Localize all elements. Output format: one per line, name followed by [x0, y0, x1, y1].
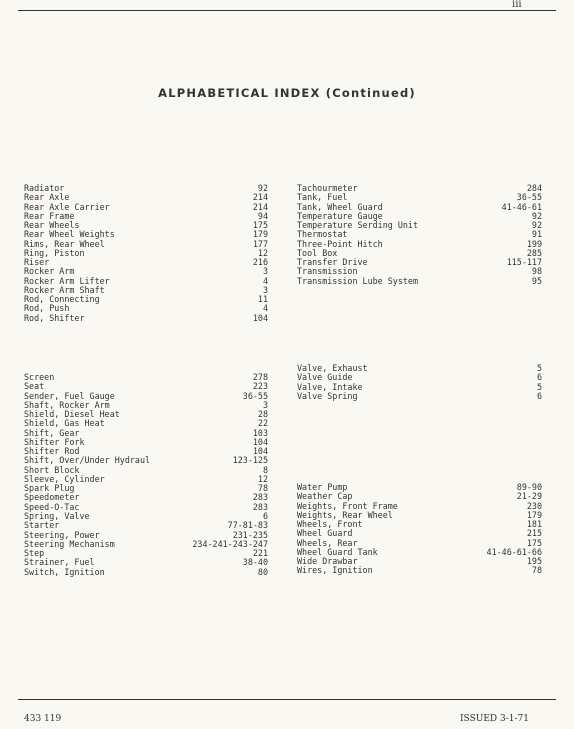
index-term: Wheel Guard [297, 528, 353, 539]
index-page-ref: 4 [262, 275, 268, 286]
index-term: Switch, Ignition [24, 566, 105, 577]
index-entry [24, 314, 268, 323]
index-term: Tachourmeter [297, 183, 358, 193]
index-term: Tank, Wheel Guard [297, 201, 383, 212]
index-page-ref: 98 [531, 266, 542, 277]
index-term: Rear Frame [24, 210, 75, 221]
index-term: Transmission Lube System [297, 275, 419, 286]
index-page-ref: 21-29 [516, 491, 542, 502]
index-page-ref: 92 [531, 220, 542, 231]
index-term: Speedometer [24, 492, 80, 503]
index-page-ref: 214 [252, 192, 268, 203]
index-section-s [24, 373, 268, 577]
index-page-ref: 199 [526, 238, 542, 249]
index-entry [24, 540, 268, 549]
index-term: Spring, Valve [24, 510, 90, 521]
index-term: Speed-O-Tac [24, 501, 80, 512]
index-term: Spark Plug [24, 483, 75, 494]
index-term: Shifter Rod [24, 446, 80, 457]
index-page-ref: 92 [531, 210, 542, 221]
index-page-ref: 175 [252, 220, 268, 231]
index-page-ref: 231-235 [232, 529, 268, 540]
index-page-ref: 94 [257, 210, 268, 221]
index-term: Steering, Power [24, 529, 100, 540]
index-term: Strainer, Fuel [24, 557, 95, 568]
index-term: Weather Cap [297, 491, 353, 502]
index-page-ref: 77-81-83 [227, 520, 268, 531]
index-page-ref: 89-90 [516, 482, 542, 492]
index-page-ref: 177 [252, 238, 268, 249]
index-page-ref: 195 [526, 556, 542, 567]
index-page-ref: 5 [536, 381, 542, 392]
index-term: Sleeve, Cylinder [24, 473, 105, 484]
index-page-ref: 78 [257, 483, 268, 494]
index-term: Shift, Over/Under Hydraul [24, 455, 151, 466]
index-term: Weights, Front Frame [297, 500, 398, 511]
index-term: Rocker Arm Lifter [24, 275, 110, 286]
index-term: Shift, Gear [24, 427, 80, 438]
index-page-ref: 285 [526, 247, 542, 258]
index-page-ref: 234-241-243-247 [192, 538, 268, 549]
index-page-ref: 41-46-61 [501, 201, 542, 212]
index-term: Rear Wheels [24, 220, 80, 231]
index-page-ref: 104 [252, 436, 268, 447]
index-page-ref: 283 [252, 492, 268, 503]
index-term: Rocker Arm [24, 266, 75, 277]
index-term: Transmission [297, 266, 358, 277]
index-page-ref: 284 [526, 183, 542, 193]
index-term: Three-Point Hitch [297, 238, 383, 249]
index-term: Shield, Diesel Heat [24, 409, 120, 420]
issue-date: ISSUED 3-1-71 [460, 714, 529, 724]
index-page-ref: 278 [252, 372, 268, 382]
index-term: Rod, Connecting [24, 294, 100, 305]
index-page-ref: 80 [257, 566, 268, 577]
index-term: Sender, Fuel Gauge [24, 390, 115, 401]
top-rule [18, 10, 556, 11]
index-term: Tool Box [297, 247, 338, 258]
index-term: Transfer Drive [297, 257, 368, 268]
index-term: Shifter Fork [24, 436, 85, 447]
index-page-ref: 6 [536, 372, 542, 383]
index-term: Short Block [24, 464, 80, 475]
index-term: Rod, Push [24, 303, 70, 314]
index-page-ref: 6 [536, 390, 542, 401]
index-term: Valve Spring [297, 390, 358, 401]
index-page-ref: 78 [531, 565, 542, 576]
index-term: Valve Guide [297, 372, 353, 383]
index-term: Temperature Gauge [297, 210, 383, 221]
index-term: Rear Axle Carrier [24, 201, 110, 212]
index-page-ref: 12 [257, 247, 268, 258]
index-page-ref: 12 [257, 473, 268, 484]
index-term: Steering Mechanism [24, 538, 115, 549]
index-page-ref: 230 [526, 500, 542, 511]
index-term: Shield, Gas Heat [24, 418, 105, 429]
page-title: ALPHABETICAL INDEX (Continued) [158, 86, 416, 100]
index-term: Wheels, Rear [297, 537, 358, 548]
index-term: Rocker Arm Shaft [24, 284, 105, 295]
index-term: Weights, Rear Wheel [297, 509, 393, 520]
index-section-v [297, 364, 542, 401]
index-term: Screen [24, 372, 55, 382]
index-entry [24, 373, 268, 382]
index-term: Valve, Intake [297, 381, 363, 392]
index-page-ref: 123-125 [232, 455, 268, 466]
index-page-ref: 216 [252, 257, 268, 268]
index-page-ref: 179 [526, 509, 542, 520]
index-page-ref: 181 [526, 519, 542, 530]
index-term: Starter [24, 520, 60, 531]
index-page-ref: 3 [262, 399, 268, 410]
index-entry [297, 566, 542, 575]
index-term: Wide Drawbar [297, 556, 358, 567]
index-page-ref: 215 [526, 528, 542, 539]
index-page-ref: 175 [526, 537, 542, 548]
index-section-r [24, 184, 268, 323]
index-term: Thermostat [297, 229, 348, 240]
index-page-ref: 22 [257, 418, 268, 429]
index-page-ref: 115-117 [506, 257, 542, 268]
bottom-rule [18, 699, 556, 700]
index-page-ref: 92 [257, 183, 268, 193]
index-section-t [297, 184, 542, 286]
index-term: Riser [24, 257, 50, 268]
index-page-ref: 38-40 [242, 557, 268, 568]
index-term: Rod, Shifter [24, 312, 85, 323]
index-page-ref: 3 [262, 284, 268, 295]
index-page-ref: 95 [531, 275, 542, 286]
page-number: iii [512, 0, 522, 10]
index-page-ref: 4 [262, 303, 268, 314]
index-page-ref: 8 [262, 464, 268, 475]
index-term: Radiator [24, 183, 65, 193]
index-entry [297, 392, 542, 401]
index-term: Shaft, Rocker Arm [24, 399, 110, 410]
index-term: Wires, Ignition [297, 565, 373, 576]
document-number: 433 119 [24, 714, 62, 724]
index-page-ref: 221 [252, 548, 268, 559]
index-term: Wheels, Front [297, 519, 363, 530]
index-term: Rear Axle [24, 192, 70, 203]
index-page-ref: 91 [531, 229, 542, 240]
index-page-ref: 283 [252, 501, 268, 512]
index-term: Rear Wheel Weights [24, 229, 115, 240]
index-page-ref: 214 [252, 201, 268, 212]
index-term: Seat [24, 381, 45, 392]
index-term: Temperature Serding Unit [297, 220, 419, 231]
index-page-ref: 104 [252, 312, 268, 323]
index-page-ref: 179 [252, 229, 268, 240]
index-term: Rims, Rear Wheel [24, 238, 105, 249]
index-page-ref: 104 [252, 446, 268, 457]
index-entry [297, 277, 542, 286]
index-page-ref: 5 [536, 363, 542, 373]
index-page-ref: 103 [252, 427, 268, 438]
index-page-ref: 36-55 [516, 192, 542, 203]
index-page-ref: 3 [262, 266, 268, 277]
index-page-ref: 11 [257, 294, 268, 305]
index-page-ref: 223 [252, 381, 268, 392]
index-term: Step [24, 548, 45, 559]
index-term: Water Pump [297, 482, 348, 492]
index-page-ref: 41-46-61-66 [486, 546, 542, 557]
index-term: Tank, Fuel [297, 192, 348, 203]
index-term: Ring, Piston [24, 247, 85, 258]
index-page-ref: 36-55 [242, 390, 268, 401]
index-term: Valve, Exhaust [297, 363, 368, 373]
index-page-ref: 6 [262, 510, 268, 521]
index-section-w [297, 483, 542, 576]
index-entry [24, 568, 268, 577]
index-entry [24, 249, 268, 258]
index-term: Wheel Guard Tank [297, 546, 378, 557]
index-page-ref: 28 [257, 409, 268, 420]
